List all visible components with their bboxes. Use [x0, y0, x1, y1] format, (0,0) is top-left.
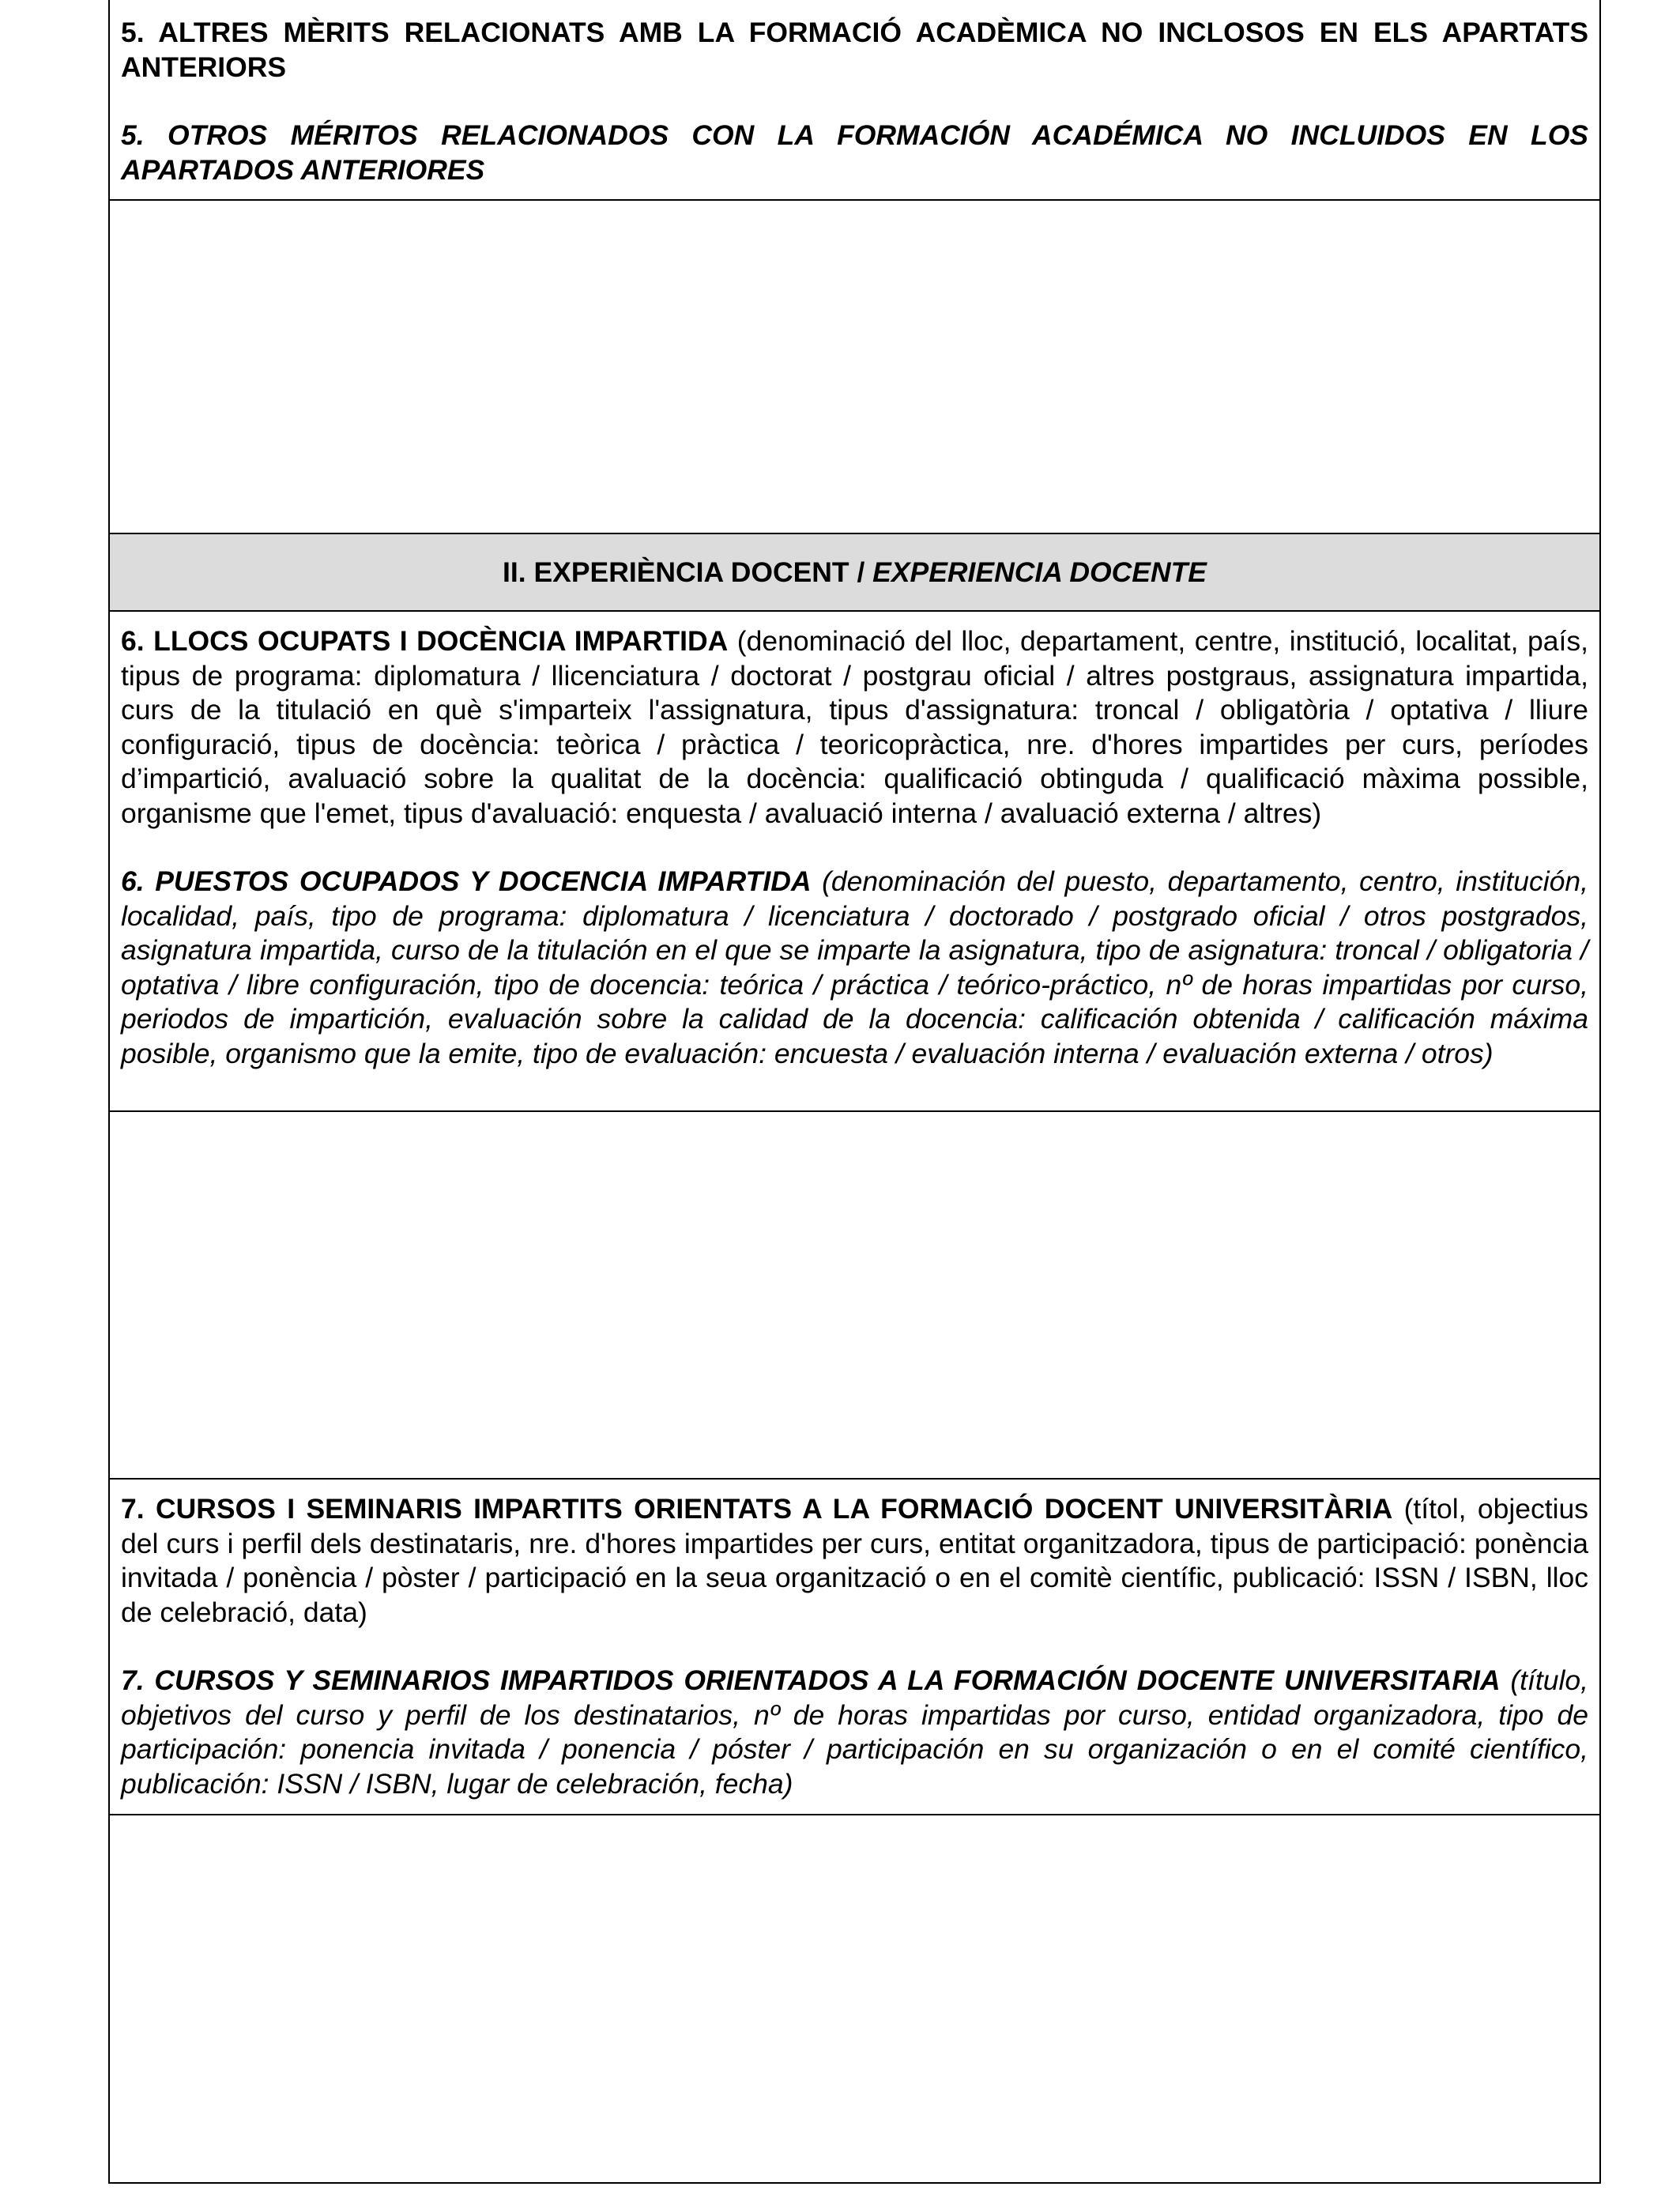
section-6-desc-es: (denominación del puesto, departamento, centro, institución, localidad, país, tipo de programa: diplomatura / licenciatura / doctorado / postgrado oficial / otros postgrados, asignatura impartida, curso de la titulación en el que se imparte la asignatura, tipo de asignatura: troncal / obligatoria / optativa / libre configuración, tipo de docencia: teórica / práctica / teórico-práctico, nº de horas impartidas por curso, periodos de impartición, evaluación sobre la calidad de la docencia: calificación obtenida / calificación máxima posible, organismo que la emite, tipo de evaluación: encuesta / evaluación interna / evaluación externa / otros): [121, 865, 1588, 1069]
section-6-text-ca: [121, 624, 1588, 831]
section-5-title-ca: 5. ALTRES MÈRITS RELACIONATS AMB LA FORMACIÓ ACADÈMICA NO INCLOSOS EN ELS APARTATS ANTERIORS: [121, 17, 1588, 83]
section-6-title-es: 6. PUESTOS OCUPADOS Y DOCENCIA IMPARTIDA: [121, 865, 812, 897]
section-6-text-es: [121, 865, 1588, 1071]
form-table: [108, 0, 1601, 2184]
section-7-desc-ca: (títol, objectius del curs i perfil dels destinataris, nre. d'hores impartides per curs, entitat organitzadora, tipus de participació: ponència invitada / ponència / pòster / participació en la seua organització o en el comitè científic, publicació: ISSN / ISBN, lloc de celebració, data): [121, 1493, 1588, 1628]
section-7-title-es: 7. CURSOS Y SEMINARIOS IMPARTIDOS ORIENTADOS A LA FORMACIÓN DOCENTE UNIVERSITARIA: [121, 1664, 1501, 1696]
section-7-text-es: [121, 1664, 1588, 1801]
section-7-text-ca: [121, 1492, 1588, 1630]
section-ii-title-es: EXPERIENCIA DOCENTE: [872, 556, 1207, 588]
section-6-answer-box[interactable]: [110, 1110, 1599, 1478]
section-ii-title-ca: II. EXPERIÈNCIA DOCENT /: [503, 556, 873, 588]
section-6-desc-ca: (denominació del lloc, departament, centre, institució, localitat, país, tipus de programa: diplomatura / llicenciatura / doctorat / postgrau oficial / altres postgraus, assignatura impartida, curs de la titulació en què s'imparteix l'assignatura, tipus d'assignatura: troncal / obligatòria / optativa / lliure configuració, tipus de docència: teòrica / pràctica / teoricopràctica, nre. d'hores impartides per curs, períodes d’impartició, avaluació sobre la qualitat de la docència: qualificació obtinguda / qualificació màxima possible, organisme que l'emet, tipus d'avaluació: enquesta / avaluació interna / avaluació externa / altres): [121, 625, 1588, 829]
section-6-header: [110, 610, 1599, 1110]
section-ii-header: [110, 533, 1599, 610]
section-7-answer-box[interactable]: [110, 1814, 1599, 2182]
section-6-title-ca: 6. LLOCS OCUPATS I DOCÈNCIA IMPARTIDA: [121, 625, 729, 657]
section-5-answer-box[interactable]: [110, 199, 1599, 533]
section-7-header: [110, 1478, 1599, 1814]
section-7-desc-es: (título, objetivos del curso y perfil de los destinatarios, nº de horas impartidas por curso, entidad organizadora, tipo de participación: ponencia invitada / ponencia / póster / participación en su organización o en el comité científico, publicación: ISSN / ISBN, lugar de celebración, fecha): [121, 1664, 1588, 1800]
section-5-header: [110, 0, 1599, 199]
section-ii-title: [110, 534, 1599, 610]
section-5-title-es: 5. OTROS MÉRITOS RELACIONADOS CON LA FORMACIÓN ACADÉMICA NO INCLUIDOS EN LOS APARTADOS ANTERIORES: [121, 119, 1588, 186]
section-7-title-ca: 7. CURSOS I SEMINARIS IMPARTITS ORIENTATS A LA FORMACIÓ DOCENT UNIVERSITÀRIA: [121, 1493, 1393, 1525]
